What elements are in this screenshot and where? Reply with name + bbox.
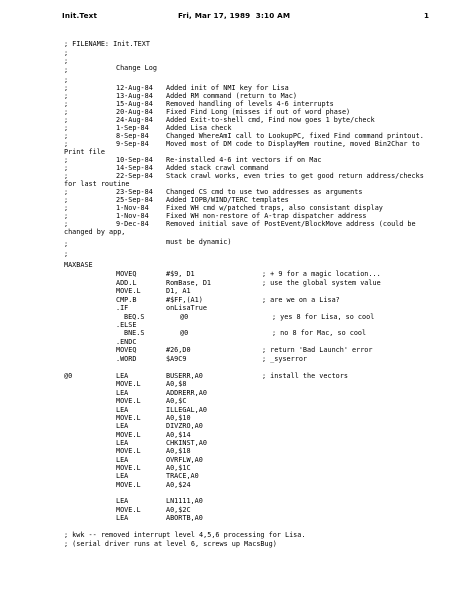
- listing-line: MOVE.L: [116, 431, 141, 439]
- listing-line: ;: [64, 49, 69, 57]
- listing-line: BNE.S: [124, 329, 145, 337]
- listing-line: LEA: [116, 497, 129, 505]
- listing-line: 10-Sep-84: [116, 156, 153, 164]
- listing-line: A0,$18: [166, 447, 191, 455]
- listing-line: ;: [64, 188, 69, 196]
- listing-line: CHKINST,A0: [166, 439, 207, 447]
- listing-line: ;: [64, 57, 69, 65]
- listing-line: LN1111,A0: [166, 497, 203, 505]
- listing-line: MOVE.L: [116, 414, 141, 422]
- listing-line: ;: [64, 164, 69, 172]
- listing-line: RomBase, D1: [166, 279, 212, 287]
- listing-line: Added stack crawl command: [166, 164, 269, 172]
- listing-line: MOVE.L: [116, 481, 141, 489]
- listing-line: Removed initial save of PostEvent/BlockMove address (could be: [166, 220, 416, 228]
- listing-line: Print file: [64, 148, 105, 156]
- listing-line: @0: [180, 313, 189, 321]
- listing-line: ; yes 8 for Lisa, so cool: [272, 313, 375, 321]
- listing-line: OVRFLW,A0: [166, 456, 203, 464]
- listing-line: onLisaTrue: [166, 304, 207, 312]
- listing-line: 23-Sep-84: [116, 188, 153, 196]
- listing-line: D1, A1: [166, 287, 191, 295]
- listing-line: Fixed Find Long (misses if out of word phase): [166, 108, 351, 116]
- listing-line: LEA: [116, 372, 129, 380]
- listing-line: 9-Dec-84: [116, 220, 149, 228]
- listing-line: Fixed WH cmd w/patched traps, also consistant display: [166, 204, 383, 212]
- listing-line: ;: [64, 108, 69, 116]
- listing-line: changed by app,: [64, 228, 126, 236]
- listing-line: ; FILENAME: Init.TEXT: [64, 40, 150, 48]
- listing-line: LEA: [116, 439, 129, 447]
- listing-line: DIVZRO,A0: [166, 422, 203, 430]
- file-name-header: Init.Text: [62, 11, 98, 20]
- listing-line: ;: [64, 196, 69, 204]
- listing-line: CMP.B: [116, 296, 137, 304]
- listing-line: Added RM command (return to Mac): [166, 92, 297, 100]
- listing-line: ;: [64, 250, 69, 258]
- listing-line: 13-Aug-84: [116, 92, 153, 100]
- listing-line: A0,$24: [166, 481, 191, 489]
- listing-line: A0,$1C: [166, 464, 191, 472]
- listing-line: ADDRERR,A0: [166, 389, 207, 397]
- listing-line: Moved most of DM code to DisplayMem routine, moved Bin2Char to: [166, 140, 420, 148]
- listing-line: MOVE.L: [116, 397, 141, 405]
- listing-line: Change Log: [116, 64, 157, 72]
- listing-line: ; return 'Bad Launch' error: [262, 346, 373, 354]
- listing-line: LEA: [116, 514, 129, 522]
- listing-line: .ENDC: [116, 338, 137, 346]
- listing-line: ;: [64, 220, 69, 228]
- listing-line: ;: [64, 66, 69, 74]
- listing-line: Fixed WH non-restore of A-trap dispatcher address: [166, 212, 367, 220]
- listing-line: Re-installed 4-6 int vectors if on Mac: [166, 156, 322, 164]
- listing-line: ;: [64, 240, 69, 248]
- listing-line: ; install the vectors: [262, 372, 348, 380]
- listing-line: Stack crawl works, even tries to get good return address/checks: [166, 172, 424, 180]
- listing-line: LEA: [116, 456, 129, 464]
- listing-line: ; _syserror: [262, 355, 308, 363]
- listing-line: ; are we on a Lisa?: [262, 296, 340, 304]
- listing-line: for last routine: [64, 180, 130, 188]
- listing-line: ;: [64, 116, 69, 124]
- listing-line: ;: [64, 212, 69, 220]
- listing-line: $A9C9: [166, 355, 187, 363]
- listing-line: must be dynamic): [166, 238, 232, 246]
- listing-line: Changed WhereAmI call to LookupPC, fixed Find command printout.: [166, 132, 424, 140]
- listing-line: 20-Aug-84: [116, 108, 153, 116]
- listing-line: 15-Aug-84: [116, 100, 153, 108]
- listing-line: A0,$2C: [166, 506, 191, 514]
- listing-line: LEA: [116, 406, 129, 414]
- listing-line: 8-Sep-84: [116, 132, 149, 140]
- listing-line: MOVEQ: [116, 270, 137, 278]
- listing-line: Removed handling of levels 4-6 interrupts: [166, 100, 334, 108]
- listing-line: Added IOPB/WIND/TERC templates: [166, 196, 289, 204]
- listing-line: ;: [64, 140, 69, 148]
- listing-line: ;: [64, 156, 69, 164]
- listing-line: BUSERR,A0: [166, 372, 203, 380]
- listing-line: #$9, D1: [166, 270, 195, 278]
- listing-line: ; use the global system value: [262, 279, 381, 287]
- listing-line: ;: [64, 76, 69, 84]
- listing-line: ; (serial driver runs at level 6, screws up MacsBug): [64, 540, 277, 548]
- listing-line: .WORD: [116, 355, 137, 363]
- listing-line: 1-Nov-84: [116, 204, 149, 212]
- listing-line: MAXBASE: [64, 261, 93, 269]
- listing-line: ;: [64, 124, 69, 132]
- listing-line: ;: [64, 100, 69, 108]
- listing-line: 12-Aug-84: [116, 84, 153, 92]
- listing-line: MOVE.L: [116, 464, 141, 472]
- listing-line: TRACE,A0: [166, 472, 199, 480]
- listing-line: 24-Aug-84: [116, 116, 153, 124]
- listing-line: BEQ.S: [124, 313, 145, 321]
- listing-line: 14-Sep-84: [116, 164, 153, 172]
- listing-line: ADD.L: [116, 279, 137, 287]
- listing-line: ILLEGAL,A0: [166, 406, 207, 414]
- listing-line: MOVE.L: [116, 506, 141, 514]
- listing-line: MOVE.L: [116, 447, 141, 455]
- listing-line: #26,D0: [166, 346, 191, 354]
- listing-line: 25-Sep-84: [116, 196, 153, 204]
- listing-line: .IF: [116, 304, 129, 312]
- listing-line: MOVE.L: [116, 380, 141, 388]
- listing-line: A0,$14: [166, 431, 191, 439]
- page-number: 1: [424, 11, 430, 20]
- listing-line: ABORTB,A0: [166, 514, 203, 522]
- listing-line: ;: [64, 132, 69, 140]
- listing-line: 9-Sep-84: [116, 140, 149, 148]
- listing-line: ; no 8 for Mac, so cool: [272, 329, 367, 337]
- listing-line: ; kwk -- removed interrupt level 4,5,6 processing for Lisa.: [64, 531, 306, 539]
- listing-line: ;: [64, 172, 69, 180]
- print-date-header: Fri, Mar 17, 1989 3:10 AM: [178, 11, 291, 20]
- listing-line: MOVE.L: [116, 287, 141, 295]
- listing-line: ;: [64, 84, 69, 92]
- listing-line: #$FF,(A1): [166, 296, 203, 304]
- listing-line: LEA: [116, 422, 129, 430]
- listing-line: ; + 9 for a magic location...: [262, 270, 381, 278]
- listing-line: A0,$C: [166, 397, 187, 405]
- listing-line: Added init of NMI key for Lisa: [166, 84, 289, 92]
- listing-line: 1-Sep-84: [116, 124, 149, 132]
- listing-line: @0: [180, 329, 189, 337]
- listing-line: ;: [64, 204, 69, 212]
- listing-line: A0,$10: [166, 414, 191, 422]
- listing-line: ;: [64, 92, 69, 100]
- listing-line: LEA: [116, 472, 129, 480]
- listing-line: MOVEQ: [116, 346, 137, 354]
- listing-line: .ELSE: [116, 321, 137, 329]
- listing-line: A0,$8: [166, 380, 187, 388]
- listing-line: 22-Sep-84: [116, 172, 153, 180]
- listing-line: Added Lisa check: [166, 124, 232, 132]
- listing-line: LEA: [116, 389, 129, 397]
- listing-line: Changed CS cmd to use two addresses as arguments: [166, 188, 363, 196]
- listing-line: @0: [64, 372, 73, 380]
- listing-line: 1-Nov-84: [116, 212, 149, 220]
- listing-line: Added Exit-to-shell cmd, Find now goes 1 byte/check: [166, 116, 375, 124]
